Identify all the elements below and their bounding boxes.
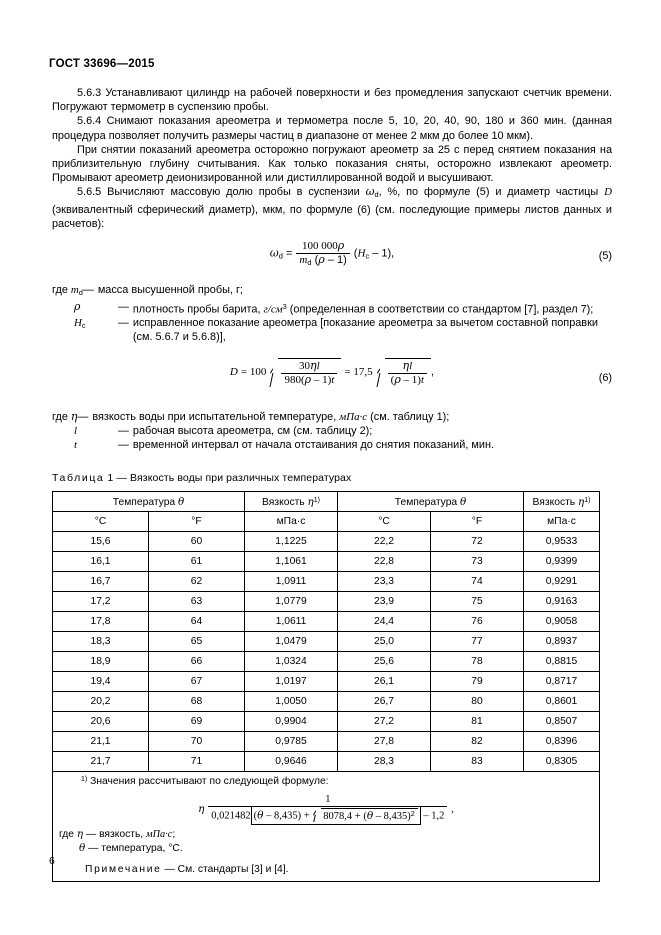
cell-c2: 22,2 [338, 532, 431, 552]
cell-f2: 73 [431, 552, 524, 572]
where-symbol: где $m_d$ [52, 284, 83, 298]
cell-c1: 16,7 [53, 572, 149, 592]
table-row [53, 752, 600, 772]
cell-c1: 20,6 [53, 712, 149, 732]
cell-v2: 0,8815 [524, 652, 600, 672]
cell-v2: 0,8507 [524, 712, 600, 732]
paragraph-5-6-3: 5.6.3 Устанавливают цилиндр на рабочей поверхности и без промедления запускают счетчик времени. Погружают термометр в суспензию пробы. [52, 87, 612, 114]
cell-v1: 1,0324 [245, 652, 338, 672]
cell-v2: 0,8601 [524, 692, 600, 712]
page-number: 6 [49, 855, 55, 867]
cell-f2: 83 [431, 752, 524, 772]
where-block-6 [52, 410, 612, 452]
where-item [52, 438, 612, 452]
cell-c2: 24,4 [338, 612, 431, 632]
table-caption-title: Вязкость воды при различных температурах [130, 472, 352, 485]
cell-c2: 23,3 [338, 572, 431, 592]
cell-c1: 20,2 [53, 692, 149, 712]
cell-c2: 25,6 [338, 652, 431, 672]
cell-v2: 0,9163 [524, 592, 600, 612]
where-text: рабочая высота ареометра, см (см. таблицу 2); [132, 425, 373, 438]
where-dash: — [118, 439, 129, 452]
cell-c2: 22,8 [338, 552, 431, 572]
cell-f2: 78 [431, 652, 524, 672]
cell-c1: 19,4 [53, 672, 149, 692]
cell-c2: 27,2 [338, 712, 431, 732]
cell-v2: 0,9058 [524, 612, 600, 632]
cell-f1: 64 [149, 612, 245, 632]
table-row [53, 672, 600, 692]
where-text: плотность пробы барита, $г/см^3$ (определенная в соответствии со стандартом [7], раздел 7); [132, 302, 594, 316]
cell-f1: 65 [149, 632, 245, 652]
footnote-marker: 1) [81, 776, 88, 784]
where-symbol: l [74, 425, 78, 438]
where-item [52, 410, 612, 424]
cell-c1: 16,1 [53, 552, 149, 572]
where-item [52, 283, 612, 300]
formula-6-body: D = 100 $\frac{30\eta l}{980(\rho - 1)t}$ = 17,5 $\frac{\eta l}{(\rho - 1)t}$ , [229, 359, 435, 387]
cell-f1: 63 [149, 592, 245, 612]
formula-5-number: (5) [598, 250, 612, 263]
where-text: исправленное показание ареометра [показание ареометра за вычетом составной поправки (см. 5.6.7 и 5.6.8)], [132, 317, 598, 344]
formula-6-number: (6) [598, 372, 612, 385]
header-temperature-1: Температура θ [53, 492, 245, 512]
cell-f1: 67 [149, 672, 245, 692]
cell-v1: 1,0611 [245, 612, 338, 632]
cell-v1: 0,9785 [245, 732, 338, 752]
formula-6 [52, 358, 612, 398]
header-viscosity-1: Вязкость $\eta^{1)}$ [245, 492, 338, 512]
header-unit-f2: °F [431, 512, 524, 532]
cell-c2: 28,3 [338, 752, 431, 772]
where-item [52, 424, 612, 438]
cell-v1: 0,9646 [245, 752, 338, 772]
table-footnote-row [53, 772, 600, 882]
cell-v2: 0,8717 [524, 672, 600, 692]
table-row [53, 632, 600, 652]
paragraph-5-6-5: 5.6.5 Вычиcляют массовую долю пробы в суспензии $\omega_d$, %, по формуле (5) и диаметр частицы D (эквивалентный сферический диаметр), мкм, по формуле (6) (см. последующие примеры листов данных и расчетов): [52, 185, 612, 230]
cell-f1: 69 [149, 712, 245, 732]
header-unit-c2: °C [338, 512, 431, 532]
table-header-row-groups [53, 492, 600, 512]
note-dash: — [164, 864, 175, 876]
cell-v2: 0,9291 [524, 572, 600, 592]
cell-c2: 26,7 [338, 692, 431, 712]
where-text: вязкость воды при испытательной температуре, мПа·с (см. таблицу 1); [92, 411, 450, 424]
cell-f2: 72 [431, 532, 524, 552]
where-symbol: ρ [74, 300, 81, 314]
where-dash: — [118, 317, 129, 330]
cell-v1: 1,1061 [245, 552, 338, 572]
where-symbol: $H_c$ [74, 317, 86, 331]
cell-f2: 75 [431, 592, 524, 612]
cell-v2: 0,9533 [524, 532, 600, 552]
table-row [53, 612, 600, 632]
table-row [53, 532, 600, 552]
cell-c1: 18,9 [53, 652, 149, 672]
cell-f1: 66 [149, 652, 245, 672]
cell-c2: 27,8 [338, 732, 431, 752]
cell-c1: 15,6 [53, 532, 149, 552]
cell-v2: 0,8305 [524, 752, 600, 772]
cell-c1: 17,8 [53, 612, 149, 632]
cell-v1: 0,9904 [245, 712, 338, 732]
viscosity-table [52, 491, 600, 882]
cell-f1: 70 [149, 732, 245, 752]
cell-f2: 74 [431, 572, 524, 592]
cell-c1: 17,2 [53, 592, 149, 612]
table-row [53, 652, 600, 672]
table-row [53, 712, 600, 732]
note-text: См. стандарты [3] и [4]. [177, 864, 289, 876]
cell-v1: 1,0197 [245, 672, 338, 692]
footnote-where-item: где η — вязкость, мПа·с; [59, 827, 176, 840]
note-label: Примечание [85, 864, 162, 876]
table-row [53, 592, 600, 612]
where-item [52, 300, 612, 316]
where-text: временной интервал от начала отстаивания до снятия показаний, мин. [132, 439, 494, 452]
standard-header: ГОСТ 33696—2015 [49, 58, 155, 70]
table-caption-number: 1 [107, 472, 114, 485]
footnote-where [59, 828, 593, 855]
cell-f2: 77 [431, 632, 524, 652]
cell-f2: 76 [431, 612, 524, 632]
table-caption [52, 472, 612, 484]
footnote-lead-text: Значения рассчитывают по следующей формуле: [90, 776, 329, 788]
cell-f1: 68 [149, 692, 245, 712]
where-dash: — [118, 425, 129, 438]
table-header-row-units [53, 512, 600, 532]
where-block-5 [52, 283, 612, 344]
header-unit-c1: °C [53, 512, 149, 532]
cell-f1: 62 [149, 572, 245, 592]
table-row [53, 552, 600, 572]
where-symbol: где η [52, 410, 78, 424]
cell-v1: 1,0479 [245, 632, 338, 652]
cell-v1: 1,0779 [245, 592, 338, 612]
cell-v1: 1,0911 [245, 572, 338, 592]
header-temperature-2: Температура θ [338, 492, 524, 512]
footnote-where-item: θ — температура, °С. [79, 841, 183, 854]
where-dash: — [82, 284, 94, 297]
cell-f2: 82 [431, 732, 524, 752]
header-unit-f1: °F [149, 512, 245, 532]
table-body [53, 532, 600, 882]
header-unit-visc1: мПа·с [245, 512, 338, 532]
formula-5 [52, 240, 612, 274]
cell-v2: 0,8396 [524, 732, 600, 752]
cell-f2: 80 [431, 692, 524, 712]
where-symbol: t [74, 439, 78, 452]
cell-f1: 61 [149, 552, 245, 572]
where-text: масса высушенной пробы, г; [97, 284, 243, 297]
cell-v2: 0,9399 [524, 552, 600, 572]
cell-v2: 0,8937 [524, 632, 600, 652]
cell-f2: 79 [431, 672, 524, 692]
where-dash: — [118, 301, 129, 314]
header-viscosity-2: Вязкость $\eta^{1)}$ [524, 492, 600, 512]
cell-c2: 25,0 [338, 632, 431, 652]
table-row [53, 692, 600, 712]
cell-f1: 71 [149, 752, 245, 772]
cell-v1: 1,0050 [245, 692, 338, 712]
cell-c1: 18,3 [53, 632, 149, 652]
cell-c2: 23,9 [338, 592, 431, 612]
where-item [52, 316, 612, 344]
where-dash: — [77, 411, 89, 424]
table-row [53, 572, 600, 592]
formula-5-body: $\omega_d$ = $\frac{100 000\rho}{m_d (\rho - 1)}$ $(H_c - 1)$, [269, 239, 395, 267]
paragraph-hydrometer-reading: При снятии показаний ареометра осторожно погружают ареометр за 25 с перед снятием показания на приблизительную глубину считывания. Как только показания сняты, осторожно извлекают ареометр. Промывают ареометр деионизированной или дистиллированной водой и высушивают. [52, 143, 612, 185]
cell-f1: 60 [149, 532, 245, 552]
cell-v1: 1,1225 [245, 532, 338, 552]
table-caption-dash: — [116, 472, 127, 485]
page-content [52, 86, 612, 882]
cell-c1: 21,7 [53, 752, 149, 772]
cell-c1: 21,1 [53, 732, 149, 752]
cell-c2: 26,1 [338, 672, 431, 692]
cell-f2: 81 [431, 712, 524, 732]
footnote-formula: η $\frac{1}{0,021482 (\theta - 8,435) + 8078,4 + (\theta - 8,435)^2 - 1,2}$ , [59, 794, 593, 824]
table-row [53, 732, 600, 752]
table-footnote-cell [53, 772, 600, 882]
table-caption-label: Таблица [52, 472, 105, 485]
header-unit-visc2: мПа·с [524, 512, 600, 532]
footnote-lead [59, 776, 593, 787]
footnote-note [59, 864, 593, 875]
paragraph-5-6-4: 5.6.4 Снимают показания ареометра и термометра после 5, 10, 20, 40, 90, 180 и 360 мин. (данная процедура позволяет получить размеры частиц в диапазоне от менее 2 мкм до более 10 мкм). [52, 115, 612, 142]
